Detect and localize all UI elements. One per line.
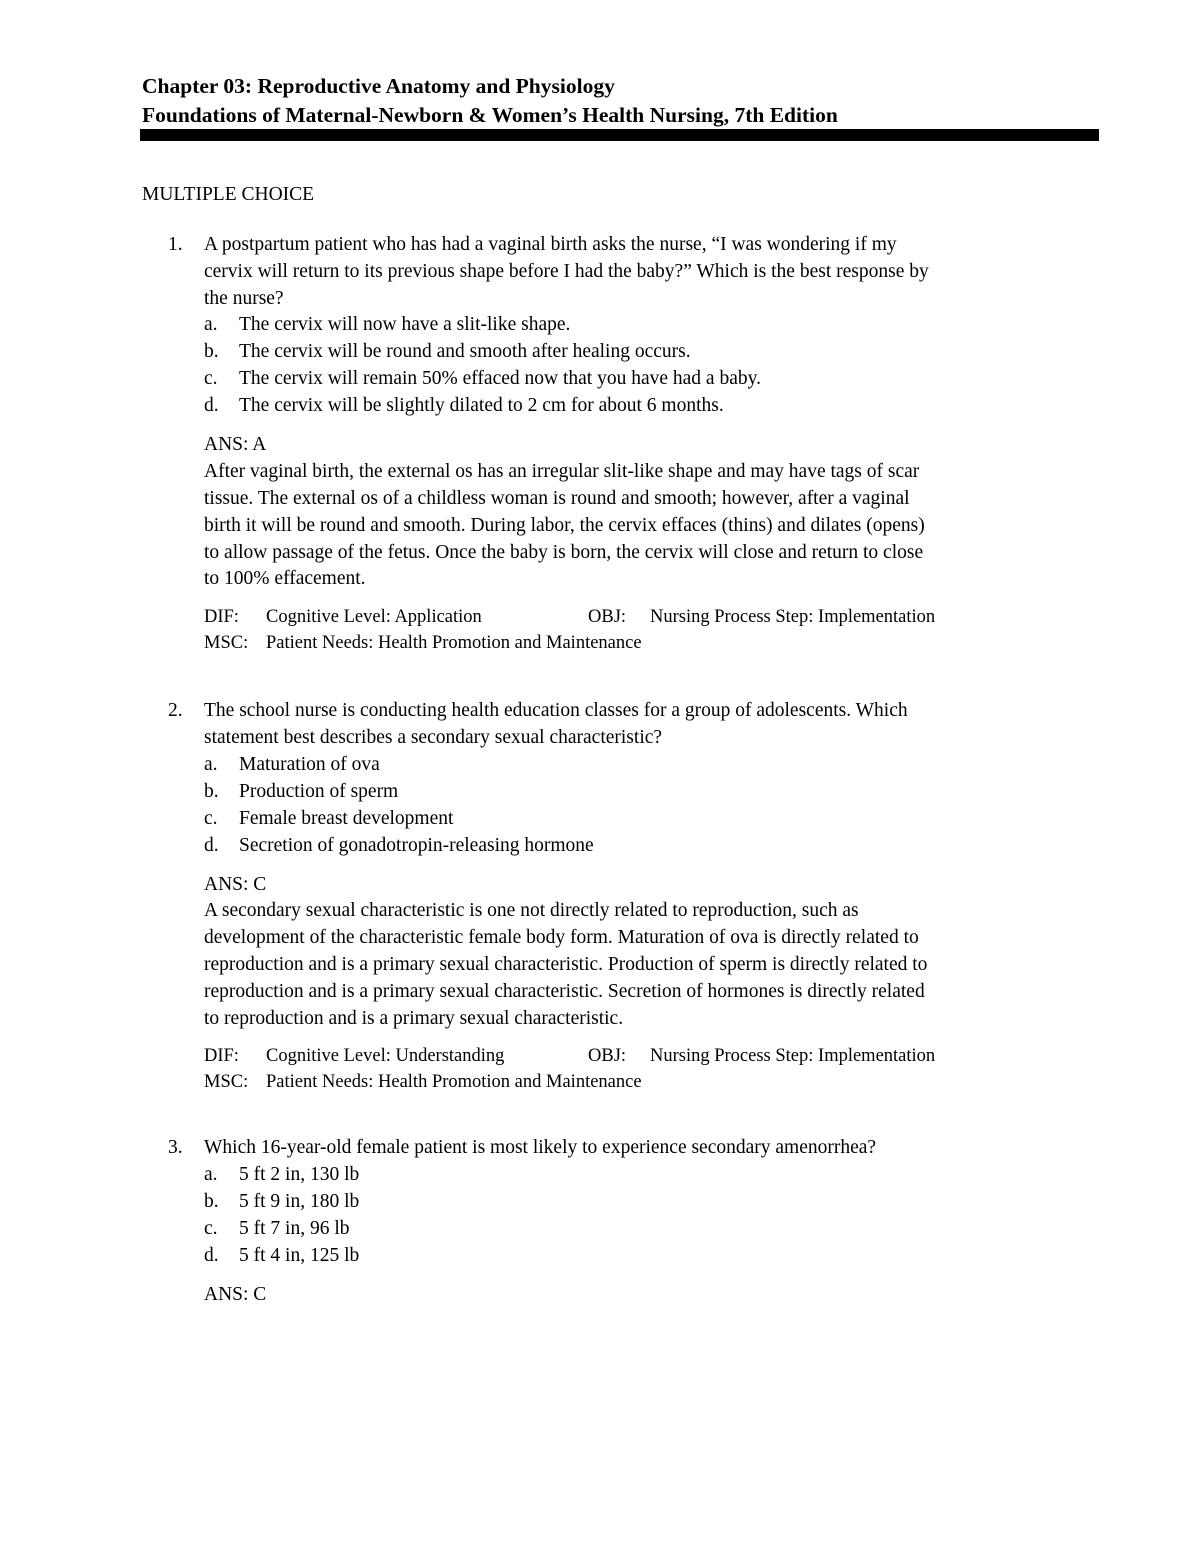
option-letter: b. [204,780,219,802]
stem-line: A postpartum patient who has had a vaginal birth asks the nurse, “I was wondering if my [204,234,897,255]
msc-label: MSC: [204,632,249,653]
obj-value: Nursing Process Step: Implementation [650,607,936,628]
obj-value: Nursing Process Step: Implementation [650,1046,936,1067]
stem-line: the nurse? [204,287,284,309]
answer-option-c [204,806,1094,833]
rationale-line: After vaginal birth, the external os has an irregular slit-like shape and may have tags of scar [204,461,920,483]
question-number: 1. [168,234,183,255]
option-letter: c. [204,1217,218,1239]
msc-value: Patient Needs: Health Promotion and Maintenance [266,632,642,653]
option-text: Female breast development [239,807,454,829]
rationale [204,459,1094,593]
option-text: The cervix will be slightly dilated to 2 cm for about 6 months. [239,395,724,417]
question-metadata [204,1044,1094,1095]
obj-label: OBJ: [588,1046,627,1067]
rationale-line: development of the characteristic female body form. Maturation of ova is directly related to [204,927,919,949]
stem-line: statement best describes a secondary sexual characteristic? [204,726,663,748]
option-text: 5 ft 7 in, 96 lb [239,1217,350,1239]
header-rule [140,129,1099,141]
msc-value: Patient Needs: Health Promotion and Maintenance [266,1071,642,1092]
option-letter: b. [204,341,219,363]
question-stem [204,698,1094,752]
rationale-line: reproduction and is a primary sexual characteristic. Production of sperm is directly related to [204,953,928,975]
option-letter: a. [204,753,218,775]
rationale-line: A secondary sexual characteristic is one not directly related to reproduction, such as [204,900,859,922]
rationale-line: to reproduction and is a primary sexual characteristic. [204,1007,624,1029]
stem-line: Which 16-year-old female patient is most likely to experience secondary amenorrhea? [204,1137,877,1158]
answer-option-d [204,1243,1094,1270]
rationale-line: reproduction and is a primary sexual characteristic. Secretion of hormones is directly related [204,980,925,1002]
rationale-line: to allow passage of the fetus. Once the baby is born, the cervix will close and return to close [204,541,924,563]
rationale-line: tissue. The external os of a childless woman is round and smooth; however, after a vaginal [204,487,910,509]
stem-line: The school nurse is conducting health education classes for a group of adolescents. Which [204,700,908,721]
option-letter: b. [204,1190,219,1212]
answer-option-b [204,779,1094,806]
answer-option-a [204,752,1094,779]
dif-label: DIF: [204,1046,239,1067]
option-text: 5 ft 4 in, 125 lb [239,1244,360,1266]
rationale-line: to 100% effacement. [204,568,366,590]
question-number: 2. [168,700,183,721]
option-text: Production of sperm [239,780,399,802]
option-letter: d. [204,395,219,417]
dif-value: Cognitive Level: Understanding [266,1046,505,1067]
answer-option-b [204,1189,1094,1216]
option-text: The cervix will remain 50% effaced now that you have had a baby. [239,368,761,390]
dif-label: DIF: [204,607,239,628]
answer-key: ANS: C [204,873,267,895]
book-title: Foundations of Maternal-Newborn & Women’s Health Nursing, 7th Edition [142,103,838,127]
answer-option-b [204,339,1094,366]
option-text: The cervix will now have a slit-like shape. [239,314,571,336]
answer-option-c [204,366,1094,393]
obj-label: OBJ: [588,607,627,628]
chapter-title: Chapter 03: Reproductive Anatomy and Physiology [142,74,615,98]
option-text: Maturation of ova [239,753,380,775]
option-text: Secretion of gonadotropin-releasing hormone [239,834,594,856]
rationale-line: birth it will be round and smooth. During labor, the cervix effaces (thins) and dilates (opens) [204,514,925,536]
option-letter: a. [204,314,218,336]
rationale [204,898,1094,1032]
option-letter: c. [204,807,218,829]
option-text: 5 ft 9 in, 180 lb [239,1190,360,1212]
option-letter: a. [204,1163,218,1185]
question-number: 3. [168,1137,183,1158]
answer-option-c [204,1216,1094,1243]
question-stem [204,1135,1094,1162]
option-text: 5 ft 2 in, 130 lb [239,1163,360,1185]
question-metadata [204,605,1094,656]
msc-label: MSC: [204,1071,249,1092]
answer-option-a [204,1162,1094,1189]
section-heading: MULTIPLE CHOICE [142,184,315,205]
option-letter: c. [204,368,218,390]
dif-value: Cognitive Level: Application [266,607,482,628]
option-text: The cervix will be round and smooth after healing occurs. [239,341,691,363]
document-header [142,72,1100,130]
question-stem [204,232,1094,312]
answer-option-d [204,393,1094,420]
answer-option-d [204,833,1094,860]
answer-key: ANS: C [204,1283,267,1305]
answer-option-a [204,312,1094,339]
answer-key: ANS: A [204,434,267,456]
stem-line: cervix will return to its previous shape before I had the baby?” Which is the best response by [204,260,929,282]
option-letter: d. [204,1244,219,1266]
option-letter: d. [204,834,219,856]
